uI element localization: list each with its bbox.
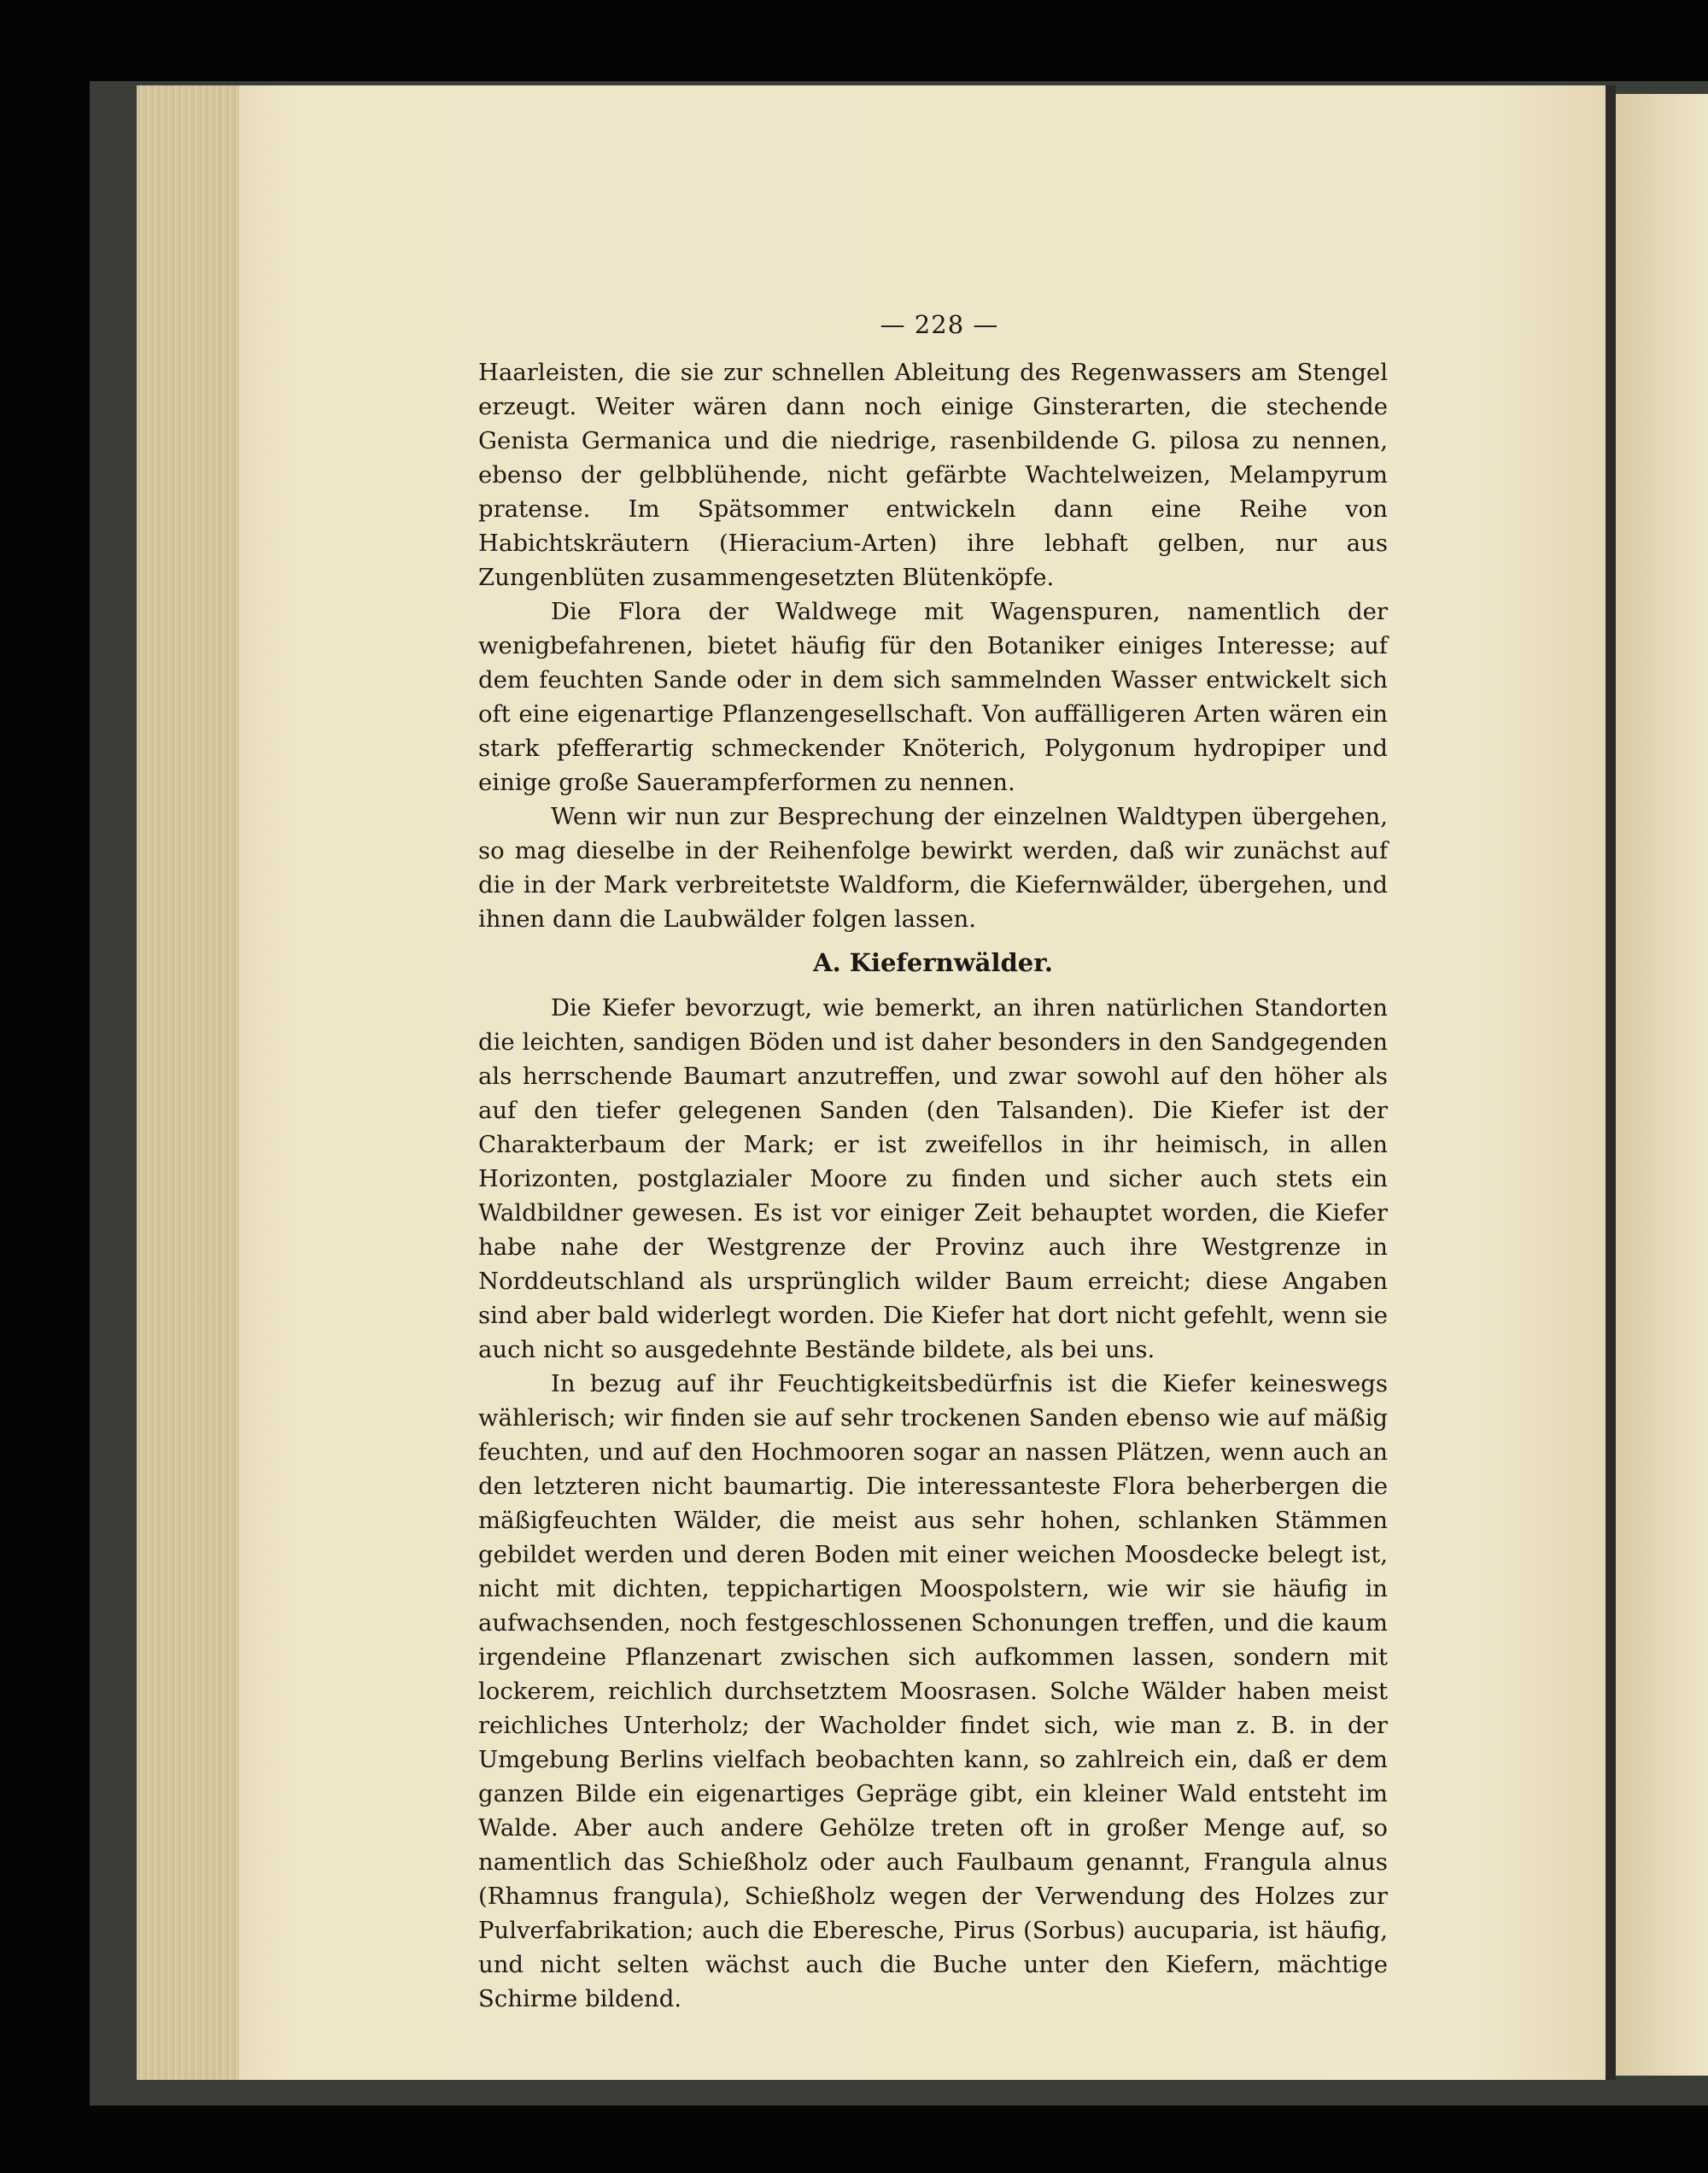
paragraph: In bezug auf ihr Feuchtigkeitsbedürfnis ist die Kiefer keineswegs wählerisch; wir finden sie auf sehr trockenen Sanden ebenso wie auf mäßig feuchten, und auf den Hochmooren sogar an nassen Plätzen, wenn auch an den letzteren nicht baumartig. Die interessanteste Flora beherbergen die mäßigfeuchten Wälder, die meist aus sehr hohen, schlanken Stämmen gebildet werden und deren Boden mit einer weichen Moosdecke belegt ist, nicht mit dichten, teppichartigen Moospolstern, wie wir sie häufig in aufwachsenden, noch festgeschlossenen Schonungen treffen, und die kaum irgendeine Pflanzenart zwischen sich aufkommen lassen, sondern mit lockerem, reichlich durchsetztem Moosrasen. Solche Wälder haben meist reichliches Unterholz; der Wacholder findet sich, wie man z. B. in der Umgebung Berlins vielfach beobachten kann, so zahlreich ein, daß er dem ganzen Bilde ein eigenartiges Gepräge gibt, ein kleiner Wald entsteht im Walde. Aber auch andere Gehölze treten oft in großer Menge auf, so namentlich das Schießholz oder auch Faulbaum genannt, Frangula alnus (Rhamnus frangula), Schießholz wegen der Verwendung des Holzes zur Pulverfabrikation; auch die Eberesche, Pirus (Sorbus) aucuparia, ist häufig, und nicht selten wächst auch die Buche unter den Kiefern, mächtige Schirme bildend. xyxy=(478,1370,1388,2012)
paragraph: Die Kiefer bevorzugt, wie bemerkt, an ihren natürlichen Standorten die leichten, sandigen Böden und ist daher besonders in den Sandgegenden als herrschende Baumart anzutreffen, und zwar sowohl auf den höher als auf den tiefer gelegenen Sanden (den Talsanden). Die Kiefer ist der Charakterbaum der Mark; er ist zweifellos in ihr heimisch, in allen Horizonten, postglazialer Moore zu finden und sicher auch stets ein Waldbildner gewesen. Es ist vor einiger Zeit behauptet worden, die Kiefer habe nahe der Westgrenze der Provinz auch ihre Westgrenze in Norddeutschland als ursprünglich wilder Baum erreicht; diese Angaben sind aber bald widerlegt worden. Die Kiefer hat dort nicht gefehlt, wenn sie auch nicht so ausgedehnte Bestände bildete, als bei uns. xyxy=(478,994,1388,1363)
page-edges xyxy=(137,85,239,2080)
page-body xyxy=(478,355,1388,2016)
paragraph: Die Flora der Waldwege mit Wagenspuren, namentlich der wenigbefahrenen, bietet häufig für den Botaniker einiges Interesse; auf dem feuchten Sande oder in dem sich sammelnden Wasser entwickelt sich oft eine eigenartige Pflanzengesellschaft. Von auffälligeren Arten wären ein stark pfefferartig schmeckender Knöterich, Polygonum hydropiper und einige große Sauerampferformen zu nennen. xyxy=(478,598,1388,796)
page-number: — 228 — xyxy=(880,310,999,339)
paragraph: Wenn wir nun zur Besprechung der einzelnen Waldtypen übergehen, so mag dieselbe in der Reihenfolge bewirkt werden, daß wir zunächst auf die in der Mark verbreitetste Waldform, die Kiefernwälder, übergehen, und ihnen dann die Laubwälder folgen lassen. xyxy=(478,803,1388,933)
section-heading: A. Kiefernwälder. xyxy=(813,948,1053,977)
book-gutter xyxy=(1606,85,1616,2080)
facing-page-edge xyxy=(1616,94,1708,2076)
paragraph: Haarleisten, die sie zur schnellen Ableitung des Regenwassers am Stengel erzeugt. Weiter wären dann noch einige Ginsterarten, die stechende Genista Germanica und die niedrige, rasenbildende G. pilosa zu nennen, ebenso der gelbblühende, nicht gefärbte Wachtelweizen, Melampyrum pratense. Im Spätsommer entwickeln dann eine Reihe von Habichtskräutern (Hieracium-Arten) ihre lebhaft gelben, nur aus Zungenblüten zusammengesetzten Blütenköpfe. xyxy=(478,359,1388,591)
